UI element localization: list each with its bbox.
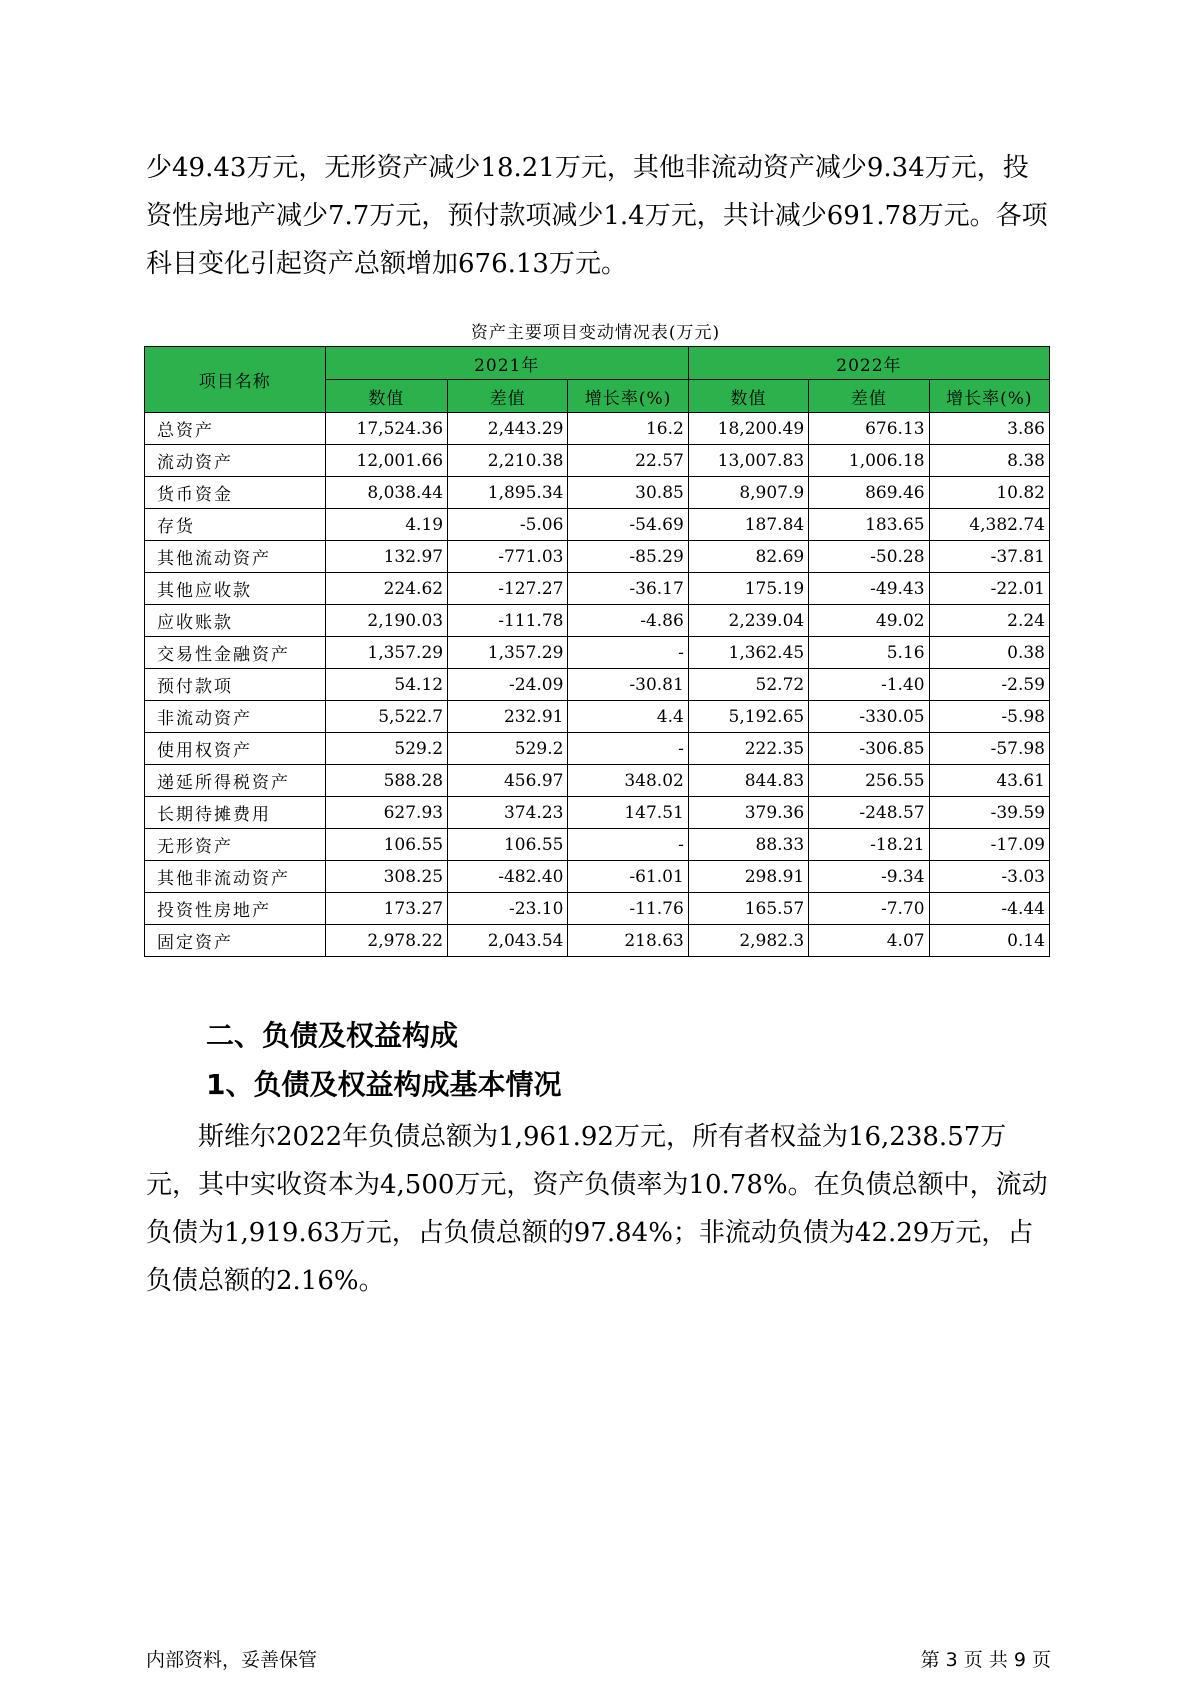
table-row (145, 893, 1050, 925)
cell-g2022: -4.44 (929, 893, 1049, 925)
row-label: 存货 (145, 509, 326, 541)
cell-d2022: 5.16 (809, 637, 929, 669)
subheader-diff-2022: 差值 (809, 380, 929, 413)
table-row (145, 541, 1050, 573)
subheader-diff-2021: 差值 (448, 380, 568, 413)
cell-d2022: -50.28 (809, 541, 929, 573)
cell-g2022: 0.14 (929, 925, 1049, 957)
cell-v2022: 2,982.3 (688, 925, 808, 957)
row-label: 其他非流动资产 (145, 861, 326, 893)
subheader-value-2022: 数值 (688, 380, 808, 413)
footer-confidential-note: 内部资料，妥善保管 (146, 1649, 318, 1671)
table-row (145, 829, 1050, 861)
cell-g2022: -2.59 (929, 669, 1049, 701)
cell-g2021: 348.02 (568, 765, 688, 797)
table-row (145, 861, 1050, 893)
row-label: 货币资金 (145, 477, 326, 509)
cell-g2022: 8.38 (929, 445, 1049, 477)
table-row (145, 509, 1050, 541)
row-label: 预付款项 (145, 669, 326, 701)
cell-g2022: -5.98 (929, 701, 1049, 733)
subheader-value-2021: 数值 (325, 380, 448, 413)
table-row (145, 413, 1050, 445)
cell-d2021: 1,357.29 (448, 637, 568, 669)
cell-g2021: -85.29 (568, 541, 688, 573)
cell-d2021: -482.40 (448, 861, 568, 893)
cell-v2021: 224.62 (325, 573, 448, 605)
cell-v2021: 173.27 (325, 893, 448, 925)
cell-d2021: 374.23 (448, 797, 568, 829)
cell-g2021: 16.2 (568, 413, 688, 445)
cell-d2021: 106.55 (448, 829, 568, 861)
table-row (145, 669, 1050, 701)
cell-g2022: -57.98 (929, 733, 1049, 765)
cell-v2021: 2,978.22 (325, 925, 448, 957)
cell-d2021: 456.97 (448, 765, 568, 797)
table-row (145, 701, 1050, 733)
cell-g2021: - (568, 637, 688, 669)
header-year-2022: 2022年 (688, 347, 1049, 380)
table-row (145, 733, 1050, 765)
cell-g2022: -39.59 (929, 797, 1049, 829)
intro-paragraph: 少49.43万元，无形资产减少18.21万元，其他非流动资产减少9.34万元，投资性房地产减少7.7万元，预付款项减少1.4万元，共计减少691.78万元。各项科目变化引起资产总额增加676.13万元。 (146, 153, 1048, 279)
cell-v2021: 5,522.7 (325, 701, 448, 733)
cell-d2022: -248.57 (809, 797, 929, 829)
cell-g2021: -61.01 (568, 861, 688, 893)
cell-g2021: 218.63 (568, 925, 688, 957)
cell-d2021: 2,210.38 (448, 445, 568, 477)
cell-d2021: 2,043.54 (448, 925, 568, 957)
cell-g2021: 147.51 (568, 797, 688, 829)
asset-change-table (144, 346, 1050, 957)
cell-v2022: 5,192.65 (688, 701, 808, 733)
cell-v2022: 52.72 (688, 669, 808, 701)
row-label: 使用权资产 (145, 733, 326, 765)
cell-v2021: 1,357.29 (325, 637, 448, 669)
cell-v2022: 1,362.45 (688, 637, 808, 669)
subsection-heading: 1、负债及权益构成基本情况 (206, 1068, 562, 1101)
row-label: 长期待摊费用 (145, 797, 326, 829)
cell-g2021: -30.81 (568, 669, 688, 701)
table-row (145, 797, 1050, 829)
cell-d2021: -24.09 (448, 669, 568, 701)
table-row (145, 637, 1050, 669)
table-row (145, 573, 1050, 605)
row-label: 交易性金融资产 (145, 637, 326, 669)
cell-g2021: 30.85 (568, 477, 688, 509)
cell-v2021: 54.12 (325, 669, 448, 701)
cell-d2021: -111.78 (448, 605, 568, 637)
table-row (145, 605, 1050, 637)
cell-g2021: -4.86 (568, 605, 688, 637)
cell-d2021: -23.10 (448, 893, 568, 925)
section-heading: 二、负债及权益构成 (206, 1019, 459, 1052)
cell-v2022: 187.84 (688, 509, 808, 541)
cell-g2022: 0.38 (929, 637, 1049, 669)
cell-g2022: 43.61 (929, 765, 1049, 797)
cell-d2021: 232.91 (448, 701, 568, 733)
cell-d2022: 869.46 (809, 477, 929, 509)
cell-v2022: 8,907.9 (688, 477, 808, 509)
table-caption: 资产主要项目变动情况表(万元) (470, 323, 721, 343)
cell-g2022: 3.86 (929, 413, 1049, 445)
cell-v2022: 379.36 (688, 797, 808, 829)
cell-v2021: 4.19 (325, 509, 448, 541)
cell-v2022: 2,239.04 (688, 605, 808, 637)
cell-g2022: 4,382.74 (929, 509, 1049, 541)
cell-v2021: 8,038.44 (325, 477, 448, 509)
cell-g2022: -17.09 (929, 829, 1049, 861)
cell-v2021: 529.2 (325, 733, 448, 765)
cell-d2022: -1.40 (809, 669, 929, 701)
cell-g2022: 2.24 (929, 605, 1049, 637)
cell-v2022: 88.33 (688, 829, 808, 861)
cell-v2022: 82.69 (688, 541, 808, 573)
row-label: 其他流动资产 (145, 541, 326, 573)
cell-v2022: 175.19 (688, 573, 808, 605)
cell-d2022: 676.13 (809, 413, 929, 445)
subheader-growth-2022: 增长率(%) (929, 380, 1049, 413)
cell-d2022: -49.43 (809, 573, 929, 605)
cell-d2021: -771.03 (448, 541, 568, 573)
row-label: 投资性房地产 (145, 893, 326, 925)
cell-g2022: -3.03 (929, 861, 1049, 893)
row-label: 总资产 (145, 413, 326, 445)
cell-v2021: 627.93 (325, 797, 448, 829)
cell-d2022: -7.70 (809, 893, 929, 925)
cell-v2021: 17,524.36 (325, 413, 448, 445)
cell-d2021: 2,443.29 (448, 413, 568, 445)
cell-g2022: 10.82 (929, 477, 1049, 509)
cell-v2022: 13,007.83 (688, 445, 808, 477)
cell-d2021: -127.27 (448, 573, 568, 605)
header-item-name: 项目名称 (145, 347, 326, 413)
body-paragraph: 斯维尔2022年负债总额为1,961.92万元，所有者权益为16,238.57万元，其中实收资本为4,500万元，资产负债率为10.78%。在负债总额中，流动负债为1,919.63万元，占负债总额的97.84%；非流动负债为42.29万元，占负债总额的2.16%。 (146, 1122, 1048, 1296)
cell-v2021: 106.55 (325, 829, 448, 861)
table-row (145, 477, 1050, 509)
cell-d2021: -5.06 (448, 509, 568, 541)
cell-d2022: 49.02 (809, 605, 929, 637)
subheader-growth-2021: 增长率(%) (568, 380, 688, 413)
cell-d2021: 529.2 (448, 733, 568, 765)
cell-g2021: 22.57 (568, 445, 688, 477)
cell-g2021: -11.76 (568, 893, 688, 925)
table-row (145, 445, 1050, 477)
cell-d2022: -9.34 (809, 861, 929, 893)
cell-d2022: -306.85 (809, 733, 929, 765)
cell-v2021: 12,001.66 (325, 445, 448, 477)
cell-v2022: 222.35 (688, 733, 808, 765)
cell-g2022: -22.01 (929, 573, 1049, 605)
table-body (145, 413, 1050, 957)
cell-v2022: 18,200.49 (688, 413, 808, 445)
row-label: 流动资产 (145, 445, 326, 477)
table-row (145, 765, 1050, 797)
cell-d2022: 4.07 (809, 925, 929, 957)
cell-d2022: 183.65 (809, 509, 929, 541)
row-label: 固定资产 (145, 925, 326, 957)
cell-v2022: 298.91 (688, 861, 808, 893)
cell-d2022: 256.55 (809, 765, 929, 797)
row-label: 其他应收款 (145, 573, 326, 605)
cell-v2021: 132.97 (325, 541, 448, 573)
cell-v2022: 844.83 (688, 765, 808, 797)
row-label: 应收账款 (145, 605, 326, 637)
cell-g2021: 4.4 (568, 701, 688, 733)
cell-d2022: 1,006.18 (809, 445, 929, 477)
cell-g2021: - (568, 829, 688, 861)
header-year-2021: 2021年 (325, 347, 688, 380)
cell-g2021: -54.69 (568, 509, 688, 541)
cell-g2021: -36.17 (568, 573, 688, 605)
footer-page-number: 第 3 页 共 9 页 (920, 1649, 1051, 1671)
cell-d2021: 1,895.34 (448, 477, 568, 509)
row-label: 递延所得税资产 (145, 765, 326, 797)
cell-d2022: -330.05 (809, 701, 929, 733)
cell-g2022: -37.81 (929, 541, 1049, 573)
cell-v2022: 165.57 (688, 893, 808, 925)
cell-v2021: 588.28 (325, 765, 448, 797)
table-row (145, 925, 1050, 957)
cell-v2021: 308.25 (325, 861, 448, 893)
cell-v2021: 2,190.03 (325, 605, 448, 637)
row-label: 非流动资产 (145, 701, 326, 733)
row-label: 无形资产 (145, 829, 326, 861)
cell-g2021: - (568, 733, 688, 765)
cell-d2022: -18.21 (809, 829, 929, 861)
